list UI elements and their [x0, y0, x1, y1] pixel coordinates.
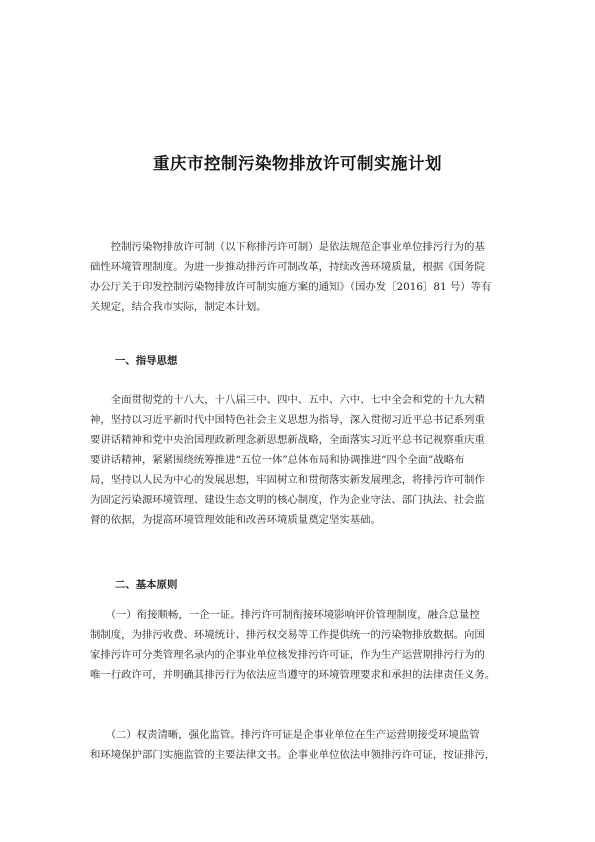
text-line: 为固定污染源环境管理、建设生态文明的核心制度，作为企业守法、部门执法、社会监	[90, 494, 485, 506]
document-title: 重庆市控制污染物排放许可制实施计划	[153, 154, 442, 173]
section-heading-basic-principles: 二、基本原则	[115, 579, 178, 591]
text-line: 家排污许可分类管理名录内的企事业单位核发排污许可证，作为生产运营期排污行为的	[90, 649, 485, 661]
text-line: 唯一行政许可，并明确其排污行为依法应当遵守的环境管理要求和承担的法律责任义务。	[90, 669, 496, 681]
text-line: 神，坚持以习近平新时代中国特色社会主义思想为指导，深入贯彻习近平总书记系列重	[90, 414, 485, 426]
text-line: 控制污染物排放许可制（以下称排污许可制）是依法规范企事业单位排污行为的基	[90, 241, 485, 253]
text-line: 要讲话精神，紧紧围绕统筹推进“五位一体”总体布局和协调推进“四个全面”战略布	[90, 454, 465, 466]
text-line: （一）衔接顺畅，一企一证。排污许可制衔接环境影响评价管理制度，融合总量控	[90, 609, 480, 621]
text-line: （二）权责清晰，强化监管。排污许可证是企事业单位在生产运营期接受环境监管	[90, 729, 480, 741]
guiding-ideology-paragraph	[90, 390, 510, 530]
intro-paragraph	[90, 237, 510, 317]
text-line: 局，坚持以人民为中心的发展思想，牢固树立和贯彻落实新发展理念，将排污许可制作	[90, 474, 485, 486]
text-line: 全面贯彻党的十八大，十八届三中、四中、五中、六中、七中全会和党的十九大精	[90, 394, 485, 406]
text-line: 制制度，为排污收费、环境统计、排污权交易等工作提供统一的污染物排放数据。向国	[90, 629, 485, 641]
text-line: 要讲话精神和党中央治国理政新理念新思想新战略，全面落实习近平总书记视察重庆重	[90, 434, 485, 446]
text-line: 础性环境管理制度。为进一步推动排污许可制改革，持续改善环境质量，根据《国务院	[90, 261, 485, 273]
principle-1-paragraph	[90, 605, 510, 685]
text-line: 办公厅关于印发控制污染物排放许可制实施方案的通知》（国办发〔2016〕81 号）等有	[90, 281, 492, 293]
principle-2-paragraph	[90, 725, 510, 765]
text-line: 督的依据，为提高环境管理效能和改善环境质量奠定坚实基础。	[90, 514, 381, 526]
section-heading-guiding-ideology: 一、指导思想	[115, 355, 178, 367]
text-line: 关规定，结合我市实际，制定本计划。	[90, 301, 267, 313]
text-line: 和环境保护部门实施监管的主要法律文书。企事业单位依法申领排污许可证，按证排污，	[90, 749, 496, 761]
